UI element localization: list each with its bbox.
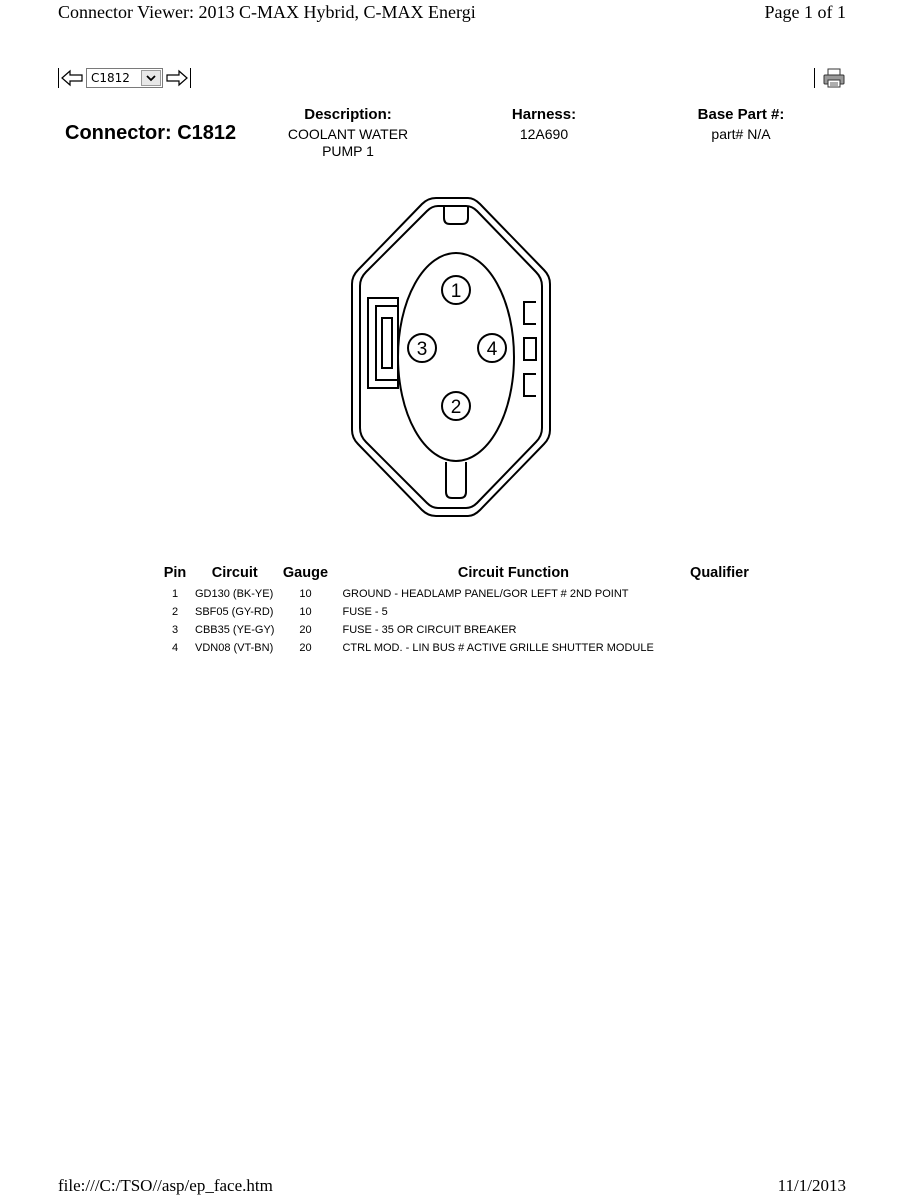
cell-pin: 4 bbox=[171, 641, 179, 654]
cell-qualifier bbox=[684, 621, 754, 639]
pin-3-label: 3 bbox=[416, 339, 428, 360]
harness-block bbox=[494, 106, 594, 143]
description-line: COOLANT WATER bbox=[287, 126, 409, 142]
table-row bbox=[155, 603, 754, 621]
cell-function: FUSE - 35 OR CIRCUIT BREAKER bbox=[342, 623, 517, 636]
cell-gauge: 20 bbox=[299, 641, 312, 654]
base-part-block bbox=[680, 106, 802, 143]
footer-date: 11/1/2013 bbox=[777, 1176, 846, 1195]
pin-2-label: 2 bbox=[450, 397, 462, 418]
cell-gauge: 10 bbox=[299, 605, 312, 618]
connector-title: Connector: C1812 bbox=[65, 122, 237, 144]
pin-table bbox=[155, 565, 754, 657]
header-qualifier: Qualifier bbox=[690, 565, 749, 581]
cell-pin: 1 bbox=[171, 587, 179, 600]
footer-file-path: file:///C:/TSO//asp/ep_face.htm bbox=[58, 1176, 273, 1195]
cell-circuit: SBF05 (GY-RD) bbox=[195, 605, 274, 618]
chevron-down-icon[interactable] bbox=[141, 70, 161, 86]
cell-circuit: GD130 (BK-YE) bbox=[195, 587, 274, 600]
cell-gauge: 10 bbox=[299, 587, 312, 600]
cell-circuit: CBB35 (YE-GY) bbox=[195, 623, 275, 636]
left-latch-slot bbox=[382, 318, 392, 368]
header-gauge: Gauge bbox=[282, 565, 329, 581]
base-part-label: Base Part #: bbox=[697, 106, 785, 123]
table-row bbox=[155, 585, 754, 603]
right-slot bbox=[524, 338, 536, 360]
connector-face-diagram bbox=[346, 192, 556, 522]
arrow-right-icon[interactable] bbox=[164, 69, 190, 87]
cell-function: GROUND - HEADLAMP PANEL/GOR LEFT # 2ND POINT bbox=[342, 587, 629, 600]
toolbar-divider bbox=[814, 68, 815, 88]
toolbar-divider bbox=[190, 68, 191, 88]
header-circuit-function: Circuit Function bbox=[457, 565, 570, 581]
top-key bbox=[444, 206, 468, 224]
pin-4-label: 4 bbox=[486, 339, 498, 360]
right-slot bbox=[524, 302, 536, 324]
printer-icon[interactable] bbox=[821, 67, 847, 89]
cell-function: CTRL MOD. - LIN BUS # ACTIVE GRILLE SHUTTER MODULE bbox=[342, 641, 654, 654]
table-row bbox=[155, 639, 754, 657]
cell-pin: 2 bbox=[171, 605, 179, 618]
harness-label: Harness: bbox=[511, 106, 577, 123]
description-label: Description: bbox=[304, 106, 392, 123]
harness-value: 12A690 bbox=[519, 126, 569, 142]
print-area bbox=[814, 67, 847, 89]
cell-circuit: VDN08 (VT-BN) bbox=[195, 641, 274, 654]
connector-nav-toolbar bbox=[58, 67, 191, 89]
pin-table-header bbox=[155, 565, 754, 585]
description-line: PUMP 1 bbox=[322, 143, 374, 159]
page-indicator: Page 1 of 1 bbox=[764, 2, 846, 22]
cell-qualifier bbox=[684, 585, 754, 603]
table-row bbox=[155, 621, 754, 639]
document-title: Connector Viewer: 2013 C-MAX Hybrid, C-MAX Energi bbox=[58, 2, 476, 22]
bottom-key bbox=[446, 462, 466, 498]
header-pin: Pin bbox=[163, 565, 187, 581]
arrow-left-icon[interactable] bbox=[59, 69, 85, 87]
cell-qualifier bbox=[684, 639, 754, 657]
cell-function: FUSE - 5 bbox=[342, 605, 388, 618]
pin-1-label: 1 bbox=[450, 281, 462, 302]
connector-select-value: C1812 bbox=[91, 71, 130, 85]
header-circuit: Circuit bbox=[211, 565, 258, 581]
right-slot bbox=[524, 374, 536, 396]
connector-select[interactable] bbox=[86, 68, 163, 88]
cell-gauge: 20 bbox=[299, 623, 312, 636]
cell-qualifier bbox=[684, 603, 754, 621]
description-block bbox=[272, 106, 424, 160]
base-part-value: part# N/A bbox=[711, 126, 771, 142]
cell-pin: 3 bbox=[171, 623, 179, 636]
